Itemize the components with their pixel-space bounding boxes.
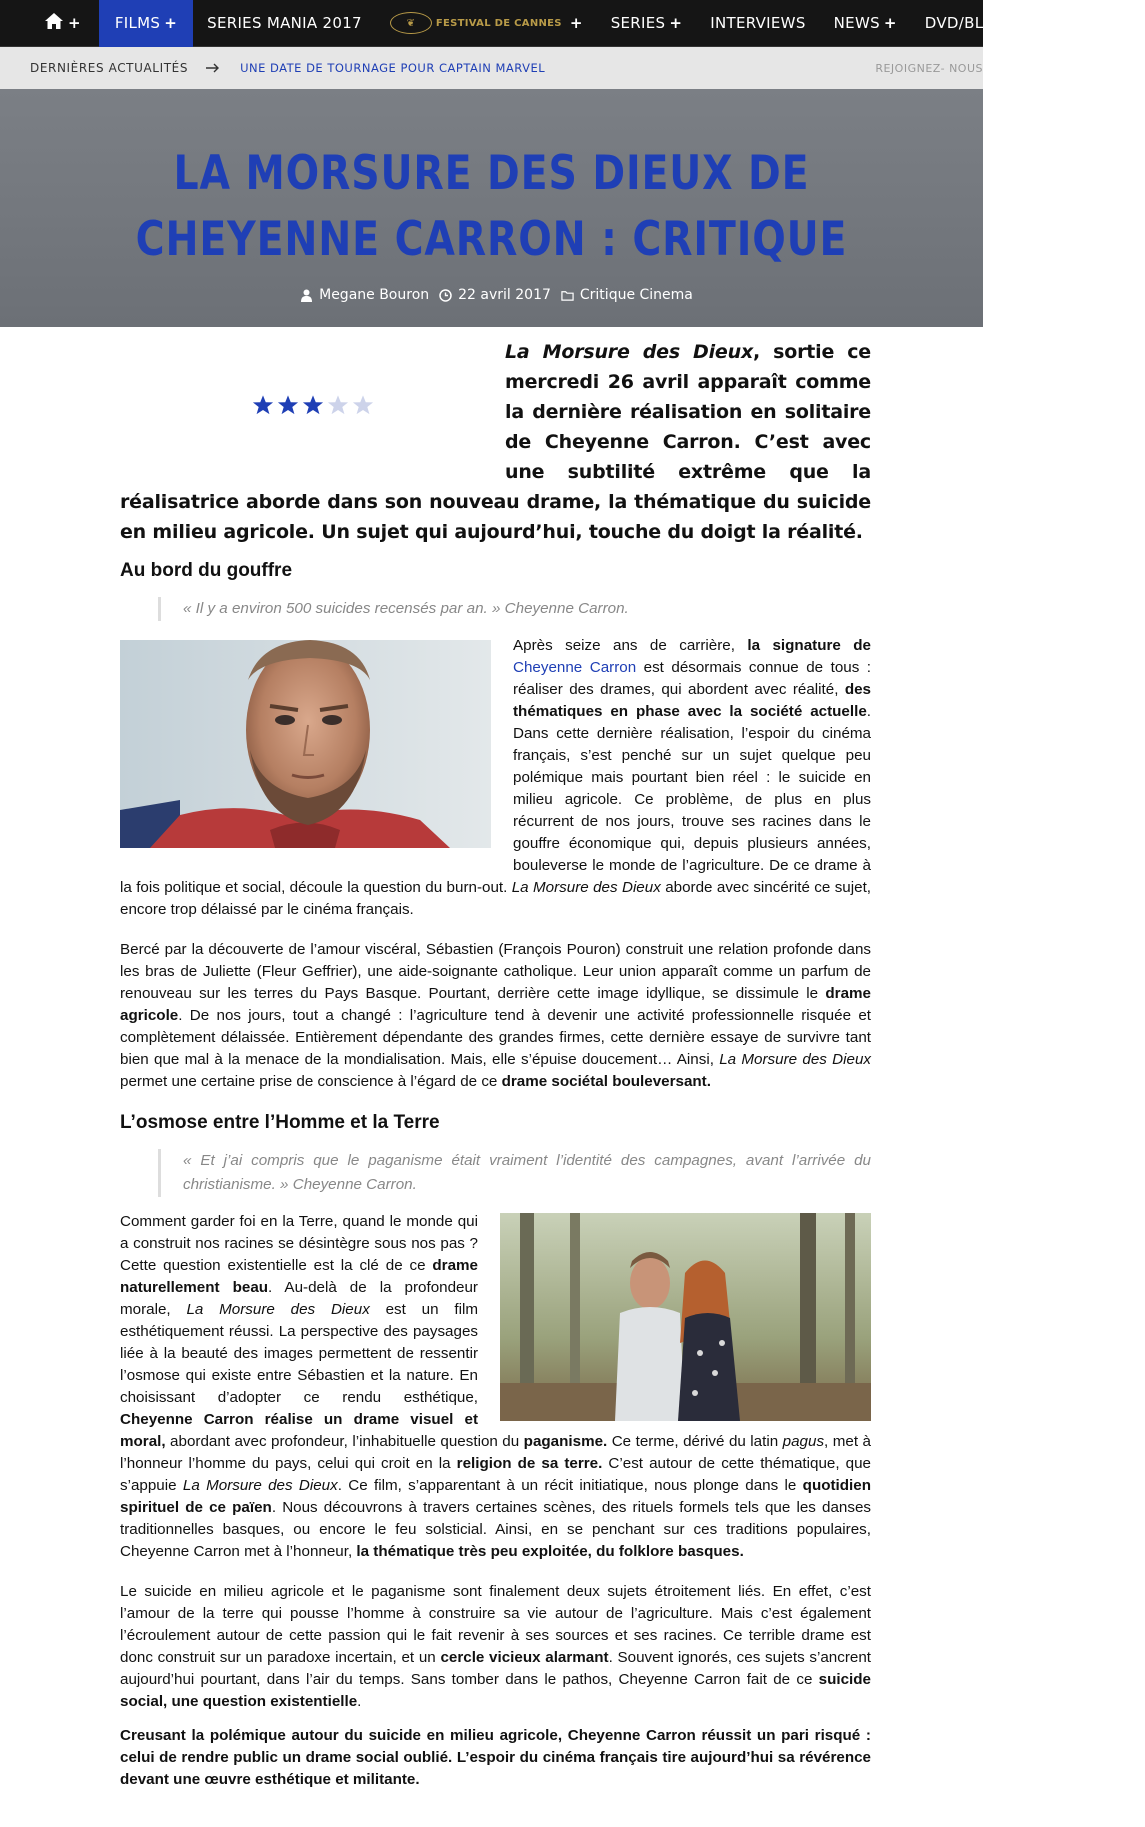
paragraph-4: Le suicide en milieu agricole et le paganisme sont finalement deux sujets étroitement liés. En effet, c’est l’amour de la terre qui pousse l’homme à construire sa vie autour de l’agriculture. Mais c’est également l’écroulement autour de cette passion qui le fait revenir à ses sources et ses racines. Ce terrible drame est donc construit sur un paradoxe incertain, et un cercle vicieux alarmant. Souvent ignorés, ces sujets s’ancrent aujourd’hui pourtant, dans l’air du temps. Sans tomber dans le pathos, Cheyenne Carron fait de ce suicide social, une question existentielle. [120,1583,871,1710]
nav-item-series-label: SERIES [610,14,666,32]
nav-item-series-mania-label: SERIES MANIA 2017 [207,14,362,32]
page-title: LA MORSURE DES DIEUX DE CHEYENNE CARRON : CRITIQUE [135,146,848,267]
paragraph-2: Bercé par la découverte de l’amour viscéral, Sébastien (François Pouron) construit une relation profonde dans les bras de Juliette (Fleur Geffrier), une aide-soignante catholique. Leur union apparaît comme un parfum de renouveau sur les terres du Pays Basque. Pourtant, derrière cette image idyllique, se dissimule le drame agricole. De nos jours, tout a changé : l’agriculture tend à devenir une activité professionnelle risquée et complètement délaissée. Entièrement dépendante des grandes firmes, cette dernière essaye de survivre tant bien que mal à la menace de la mondialisation. Mais, elle s’épuise doucement… Ainsi, La Morsure des Dieux permet une certaine prise de conscience à l’égard de ce drame sociétal bouleversant. [120,941,871,1090]
blockquote-1: « Il y a environ 500 suicides recensés par an. » Cheyenne Carron. [158,597,871,621]
nav-item-films-label: FILMS [114,14,161,32]
nav-item-cannes-label: FESTIVAL DE CANNES [435,17,562,29]
star-filled-icon [252,394,274,416]
paragraph-conclusion: Creusant la polémique autour du suicide en milieu agricole, Cheyenne Carron réussit un pari risqué : celui de rendre public un drame social oublié. L’espoir du cinéma français tire aujourd’hui sa révérence devant une œuvre esthétique et militante. [120,1727,871,1788]
star-rating [120,327,505,482]
nav-item-dvd[interactable] [911,0,1082,47]
user-icon [300,289,313,302]
film-still-portrait [120,640,491,848]
plus-icon: + [164,14,178,32]
folder-icon [561,289,574,302]
lead-film-title: La Morsure des Dieux [505,341,753,363]
article-hero [0,89,983,327]
author-link[interactable]: Megane Bouron [319,287,430,303]
star-empty-icon [327,394,349,416]
director-link[interactable]: Cheyenne Carron [513,659,637,676]
join-us-link[interactable]: REJOIGNEZ- NOUS [875,62,983,75]
nav-item-musique-label: MUS [1096,14,1131,32]
article-body [120,327,871,1803]
nav-item-series-mania[interactable] [193,0,376,47]
nav-home-plus: + [68,14,81,32]
nav-item-interviews[interactable] [696,0,819,47]
category-link[interactable]: Critique Cinema [579,287,693,303]
plus-icon: + [669,14,683,32]
man-portrait-image [120,640,491,848]
film-still-couple [500,1213,871,1421]
arrow-right-icon [206,63,220,73]
top-nav [0,0,1131,47]
nav-item-dvd-label: DVD/BLU-RAY/VOD [924,14,1069,32]
nav-item-interviews-label: INTERVIEWS [710,14,806,32]
nav-item-series[interactable] [597,0,697,47]
nav-item-films[interactable] [99,0,193,47]
section-heading-2: L’osmose entre l’Homme et la Terre [120,1112,440,1133]
article-meta [0,287,983,303]
nav-item-news-label: NEWS [833,14,880,32]
latest-news-link[interactable]: UNE DATE DE TOURNAGE POUR CAPTAIN MARVEL [240,61,546,75]
cannes-palm-icon: ❦ [390,12,432,34]
nav-home[interactable] [0,0,99,47]
star-filled-icon [302,394,324,416]
section-heading-1: Au bord du gouffre [120,560,293,581]
star-filled-icon [277,394,299,416]
plus-icon: + [883,14,897,32]
home-icon [44,12,64,34]
plus-icon: + [569,14,583,32]
paragraph-1: Après seize ans de carrière, la signature de Cheyenne Carron est désormais connue de tous : réaliser des drames, qui abordent avec réalité, des thématiques en phase avec la société actuelle. Dans cette dernière réalisation, l’espoir du cinéma français, s’est penché sur un sujet quelque peu polémique mais pourtant bien réel : le suicide en milieu agricole. Ce problème, de plus en plus récurrent de nos jours, trouve ses racines dans le gouffre économique qui, depuis plusieurs années, bouleverse le monde de l’agriculture. De ce drame à la fois politique et social, découle la question du burn-out. La Morsure des Dieux aborde avec sincérité ce sujet, encore trop délaissé par le cinéma français. [120,637,872,918]
publish-date: 22 avril 2017 [458,287,551,303]
latest-news-bar [0,47,983,89]
nav-item-cannes[interactable] [376,0,597,47]
blockquote-2: « Et j’ai compris que le paganisme était vraiment l’identité des campagnes, avant l’arrivée du christianisme. » Cheyenne Carron. [158,1149,871,1197]
star-empty-icon [352,394,374,416]
nav-item-news[interactable] [820,0,911,47]
paragraph-3: Comment garder foi en la Terre, quand le monde qui a construit nos racines se désintègre sous nos pas ? Cette question existentielle est la clé de ce drame naturellement beau. Au-delà de la profondeur morale, La Morsure des Dieux est un film esthétiquement réussi. La perspective des paysages liée à la beauté des images permettent de ressentir l’osmose qui existe entre Sébastien et la nature. En choisissant d’adopter ce rendu esthétique, Cheyenne Carron réalise un drame visuel et moral, abordant avec profondeur, l’inhabituelle question du paganisme. Ce terme, dérivé du latin pagus, met à l’honneur l’homme du pays, celui qui croit en la religion de sa terre. C’est autour de cette thématique, que s’appuie La Morsure des Dieux. Ce film, s’apparentant à un récit initiatique, nous plonge dans le quotidien spirituel de ce païen. Nous découvrons à travers certaines scènes, des rituels formels tels que les danses traditionnelles basques, ou encore le feu solsticial. Ainsi, en se penchant sur ces traditions populaires, Cheyenne Carron met à l’honneur, la thématique très peu exploitée, du folklore basques. [120,1213,872,1560]
nav-item-musique[interactable] [1082,0,1144,47]
couple-forest-image [500,1213,871,1421]
lead-text: , sortie ce mercredi 26 avril apparaît comme la dernière réalisation en solitaire de Cheyenne Carron. C’est avec une subtilité extrême que la réalisatrice aborde dans son nouveau drame, la thématique du suicide en milieu agricole. Un sujet qui aujourd’hui, touche du doigt la réalité. [120,341,871,543]
latest-news-label: DERNIÈRES ACTUALITÉS [30,61,189,75]
clock-icon [439,289,452,302]
